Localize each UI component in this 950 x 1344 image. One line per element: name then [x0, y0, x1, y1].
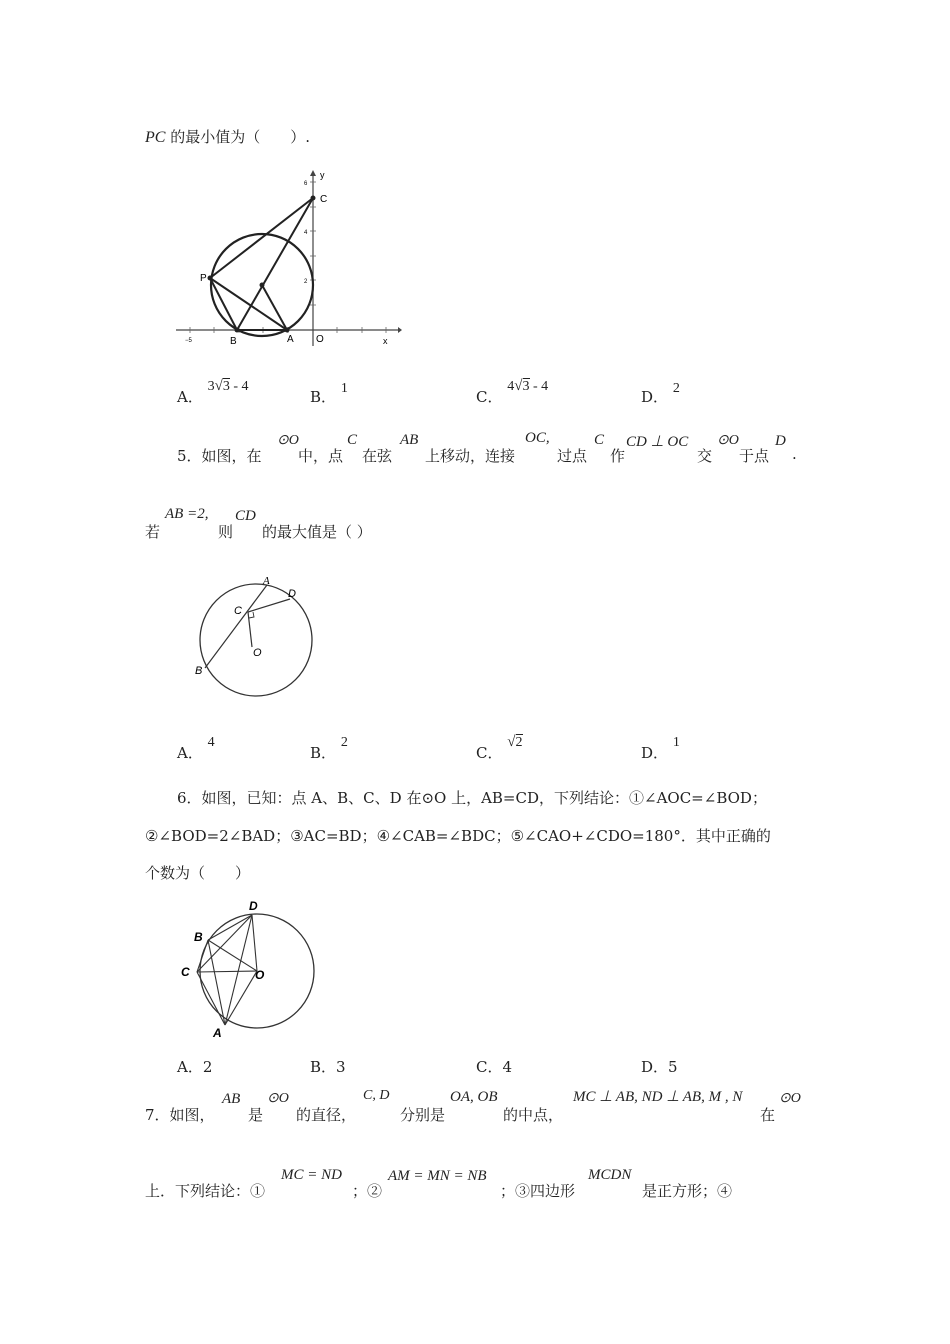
q6-option-b[interactable]: B．3: [310, 1058, 346, 1076]
math-pc: PC: [145, 129, 166, 146]
q4-fig-label-p: P: [200, 273, 207, 284]
q7-line2-tail: 是正方形；④: [642, 1182, 733, 1200]
q6-line-2: ②∠BOD=2∠BAD；③AC=BD；④∠CAB=∠BDC；⑤∠CAO+∠CDO=180°．其中正确的: [145, 827, 771, 845]
q4-tail-text: 的最小值为（ ）.: [170, 128, 311, 146]
q5-text-1: 中，点: [298, 447, 344, 465]
q5-period: .: [792, 445, 797, 463]
option-label: A．: [177, 744, 203, 762]
q4-option-b[interactable]: [310, 374, 348, 406]
q6-fig-label-d: D: [249, 899, 258, 913]
q4-fig-ytick-4: 4: [304, 230, 308, 236]
q5-text-tail: 的最大值是（ ）: [262, 523, 372, 541]
q6-fig-label-a: A: [213, 1026, 222, 1040]
option-label: A．: [177, 388, 203, 406]
q4-fig-ytick-2: 2: [304, 279, 308, 285]
option-value: 1: [340, 381, 348, 396]
q5-number-lead: 5．如图，在: [177, 447, 262, 465]
q7-math-ab: AB: [222, 1091, 241, 1107]
q6-fig-label-o: O: [255, 968, 265, 982]
q5-text-2: 在弦: [362, 447, 393, 465]
option-value: 1: [672, 735, 680, 750]
q5-text-3: 上移动，连接: [425, 447, 516, 465]
q4-option-a[interactable]: [177, 374, 249, 406]
option-value: 4√3 - 4: [507, 378, 549, 394]
q5-fig-label-c: C: [234, 605, 242, 617]
q5-math-d: D: [775, 433, 786, 449]
q4-figure: [170, 168, 405, 350]
option-label: D．: [641, 388, 669, 406]
q4-fig-label-c: C: [320, 194, 328, 205]
q5-text-6: 交: [697, 447, 713, 465]
q7-text-semi1: ；②: [352, 1182, 383, 1200]
q7-math-c-d: C, D: [363, 1088, 390, 1103]
option-label: C．: [476, 744, 503, 762]
q6-option-d[interactable]: D．5: [641, 1058, 678, 1076]
q5-text-5: 作: [610, 447, 626, 465]
option-value: 2: [672, 381, 680, 396]
q4-fig-ytick-6: 6: [304, 181, 308, 187]
option-value: 4: [207, 735, 215, 750]
q6-figure: [175, 895, 320, 1040]
q7-text-zhijing: 的直径，: [296, 1106, 357, 1124]
q7-line2-lead: 上．下列结论：①: [145, 1182, 266, 1200]
q5-math-c: C: [347, 432, 358, 448]
q5-option-a[interactable]: [177, 730, 215, 762]
q4-question-tail: [145, 126, 310, 147]
q5-math-c2: C: [594, 432, 605, 448]
option-value: 2: [340, 735, 348, 750]
q7-math-arc-equal: AM = MN = NB: [388, 1168, 487, 1184]
q5-text-7: 于点: [739, 447, 770, 465]
q7-number-lead: 7．如图，: [145, 1106, 215, 1124]
q4-fig-label-y: y: [320, 170, 325, 180]
q4-fig-label-x: x: [383, 336, 388, 346]
q7-circle-o-2: ⊙O: [779, 1091, 801, 1106]
q4-option-c[interactable]: [476, 374, 549, 406]
option-label: B．: [310, 388, 337, 406]
q5-math-cd: CD: [235, 508, 256, 524]
q5-math-ab-eq-2: AB =2,: [165, 506, 209, 522]
q4-fig-label-o: O: [316, 334, 324, 345]
q7-math-oa-ob: OA, OB: [450, 1089, 498, 1105]
q5-option-b[interactable]: [310, 730, 348, 762]
q5-text-4: 过点: [557, 447, 588, 465]
q7-math-mc-eq-nd: MC = ND: [281, 1167, 342, 1183]
q7-text-zhongdian: 的中点，: [503, 1106, 564, 1124]
q6-option-c[interactable]: C．4: [476, 1058, 513, 1076]
q5-option-c[interactable]: [476, 730, 523, 762]
q6-line-3: 个数为（ ）: [145, 864, 251, 882]
q5-math-cd-perp-oc: CD ⊥ OC: [626, 434, 689, 450]
option-label: D．: [641, 744, 669, 762]
q6-fig-label-c: C: [181, 965, 190, 979]
q6-option-a[interactable]: A．2: [177, 1058, 213, 1076]
q7-circle-o: ⊙O: [267, 1091, 289, 1106]
option-value: √2: [507, 734, 523, 750]
option-label: C．: [476, 388, 503, 406]
q5-fig-label-b: B: [195, 665, 203, 677]
q4-option-d[interactable]: [641, 374, 680, 406]
q5-fig-label-d: D: [288, 588, 296, 600]
option-label: B．: [310, 744, 337, 762]
q7-math-mcdn: MCDN: [588, 1167, 632, 1183]
q5-text-ze: 则: [218, 523, 234, 541]
q5-circle-o-2: ⊙O: [717, 433, 739, 448]
option-value: 3√3 - 4: [207, 378, 249, 394]
q7-text-shi: 是: [248, 1106, 264, 1124]
q5-text-ruo: 若: [145, 523, 161, 541]
q5-math-ab: AB: [400, 432, 419, 448]
q5-math-oc: OC,: [525, 430, 550, 446]
q4-fig-xtick-neg5: −5: [185, 338, 192, 344]
q4-fig-label-a: A: [287, 334, 294, 345]
q5-circle-o: ⊙O: [277, 433, 299, 448]
q4-fig-label-b: B: [230, 336, 237, 347]
q6-line-1: 6．如图，已知：点 A、B、C、D 在⊙O 上，AB=CD，下列结论：①∠AOC=∠BOD；: [177, 789, 767, 807]
q6-fig-label-b: B: [194, 930, 203, 944]
q5-fig-label-o: O: [253, 647, 262, 659]
q5-figure: [190, 575, 320, 705]
q5-fig-label-a: A: [263, 575, 270, 587]
q7-text-zai: 在: [760, 1106, 776, 1124]
q7-math-perp-conditions: MC ⊥ AB, ND ⊥ AB, M , N: [573, 1089, 743, 1105]
q5-option-d[interactable]: [641, 730, 680, 762]
q7-text-fenbie: 分别是: [400, 1106, 446, 1124]
q7-text-semi2: ；③四边形: [500, 1182, 576, 1200]
